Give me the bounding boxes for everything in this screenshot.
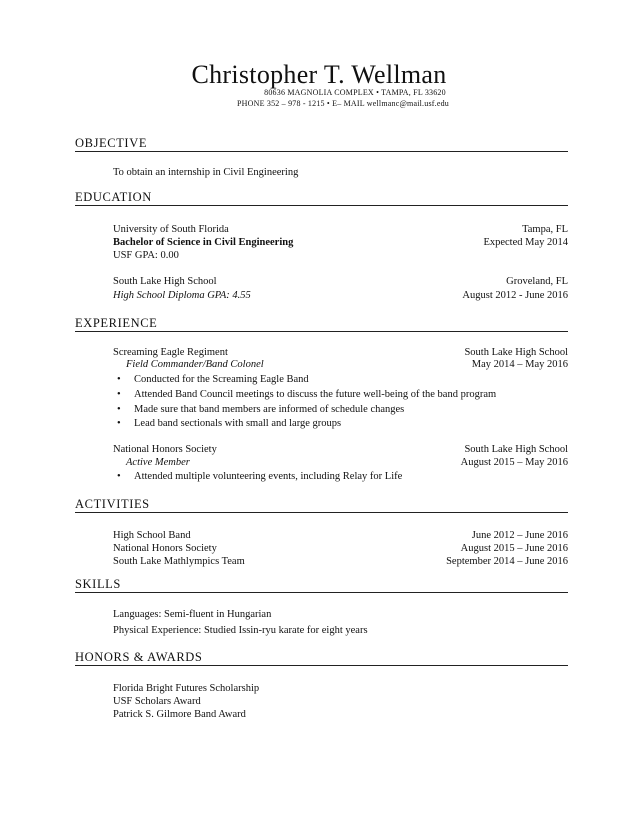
diploma-date: August 2012 - June 2016	[462, 290, 568, 301]
section-heading-experience: EXPERIENCE	[75, 316, 568, 332]
activity-date: June 2012 – June 2016	[471, 530, 568, 541]
section-heading-skills: SKILLS	[75, 577, 568, 593]
job-organization: National Honors Society	[113, 444, 217, 455]
activity-name: South Lake Mathlympics Team	[113, 556, 245, 567]
job-bullet: • Made sure that band members are informed of schedule changes	[134, 403, 404, 416]
school-location: Groveland, FL	[506, 276, 568, 287]
address-line: 80636 MAGNOLIA COMPLEX • TAMPA, FL 33620	[264, 88, 446, 97]
job-role: Field Commander/Band Colonel	[126, 359, 264, 370]
section-heading-education: EDUCATION	[75, 190, 568, 206]
honor-item: USF Scholars Award	[113, 696, 201, 707]
degree-date: Expected May 2014	[483, 237, 568, 248]
job-location: South Lake High School	[464, 347, 568, 358]
job-date: August 2015 – May 2016	[460, 457, 568, 468]
activity-date: August 2015 – June 2016	[460, 543, 568, 554]
activity-name: High School Band	[113, 530, 191, 541]
job-bullet: • Attended multiple volunteering events, including Relay for Life	[134, 470, 402, 483]
activity-date: September 2014 – June 2016	[446, 556, 568, 567]
objective-text: To obtain an internship in Civil Engineering	[113, 167, 299, 178]
section-heading-activities: ACTIVITIES	[75, 497, 568, 513]
job-bullet: • Conducted for the Screaming Eagle Band	[134, 373, 309, 386]
job-role: Active Member	[126, 457, 190, 468]
activity-name: National Honors Society	[113, 543, 217, 554]
degree-name: Bachelor of Science in Civil Engineering	[113, 237, 294, 248]
job-bullet: • Attended Band Council meetings to discuss the future well-being of the band program	[134, 388, 496, 401]
school-location: Tampa, FL	[522, 224, 568, 235]
honor-item: Patrick S. Gilmore Band Award	[113, 709, 246, 720]
school-name: South Lake High School	[113, 276, 217, 287]
job-bullet: • Lead band sectionals with small and large groups	[134, 417, 341, 430]
school-name: University of South Florida	[113, 224, 229, 235]
candidate-name: Christopher T. Wellman	[191, 60, 447, 89]
skill-physical: Physical Experience: Studied Issin-ryu karate for eight years	[113, 625, 368, 636]
job-organization: Screaming Eagle Regiment	[113, 347, 228, 358]
skill-languages: Languages: Semi-fluent in Hungarian	[113, 609, 272, 620]
section-heading-honors: HONORS & AWARDS	[75, 650, 568, 666]
contact-line: PHONE 352 – 978 - 1215 • E– MAIL wellmanc@mail.usf.edu	[237, 99, 449, 108]
section-heading-objective: OBJECTIVE	[75, 136, 568, 152]
gpa-text: USF GPA: 0.00	[113, 250, 179, 261]
job-date: May 2014 – May 2016	[471, 359, 568, 370]
job-location: South Lake High School	[464, 444, 568, 455]
honor-item: Florida Bright Futures Scholarship	[113, 683, 260, 694]
diploma-name: High School Diploma GPA: 4.55	[113, 290, 251, 301]
